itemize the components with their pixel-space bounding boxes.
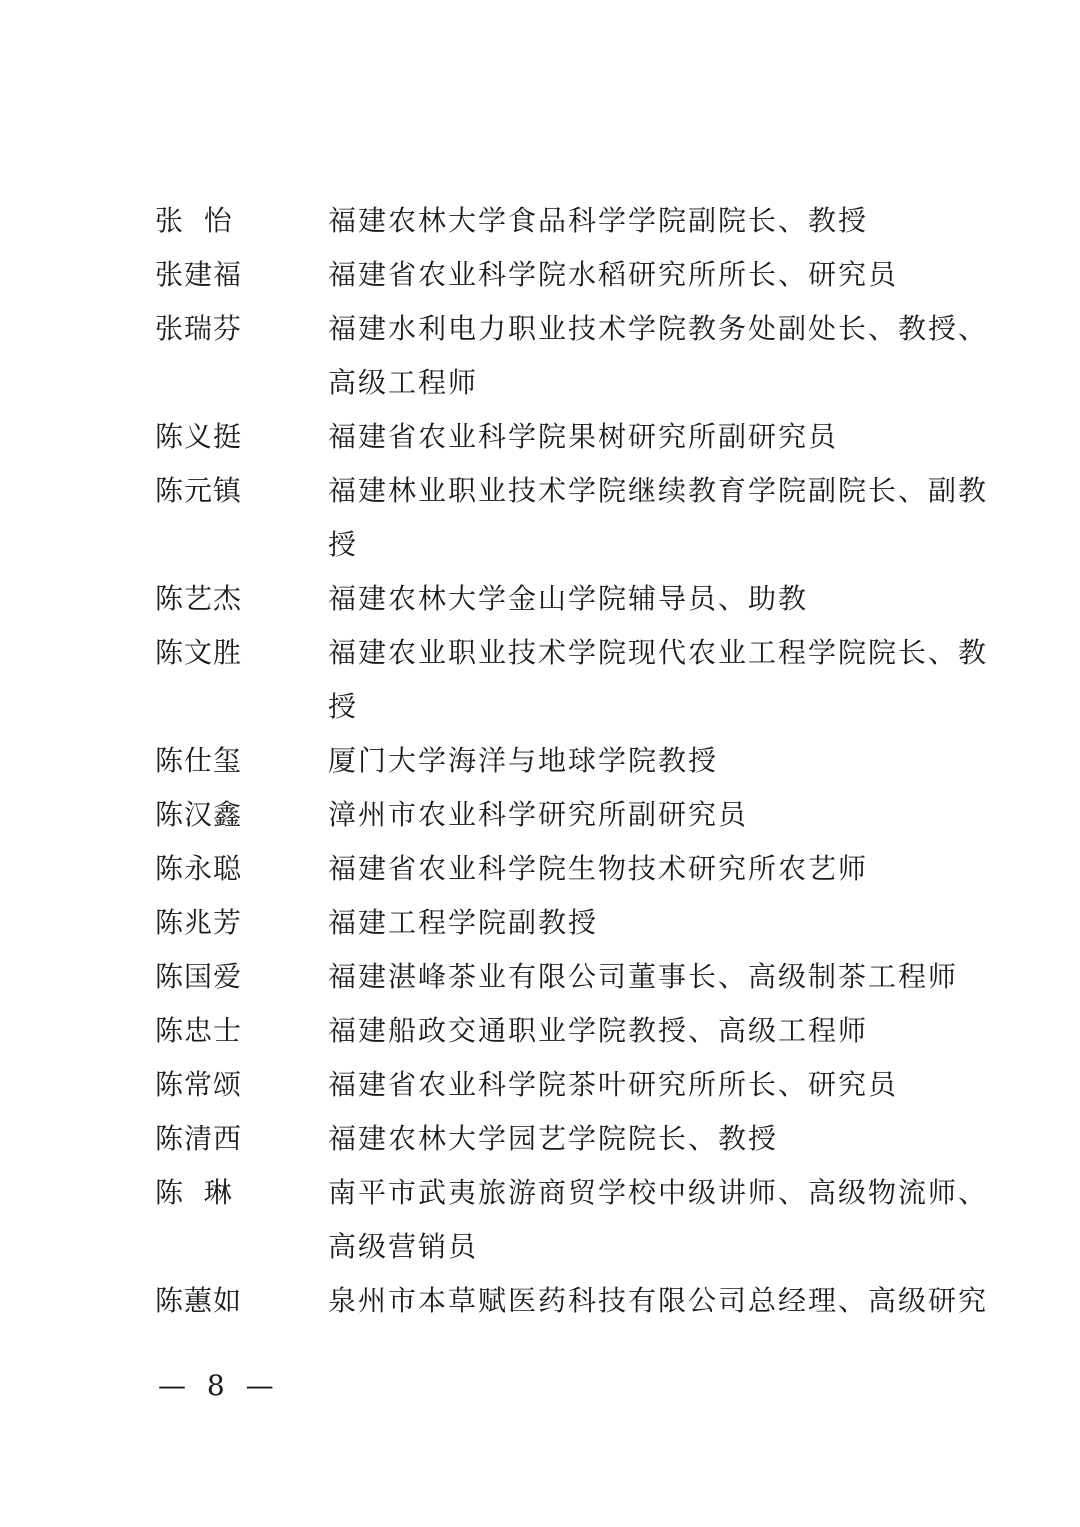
member-affiliation (328, 1274, 1008, 1328)
affiliation-line: 福建农业职业技术学院现代农业工程学院院长、教 (328, 636, 989, 669)
member-name: 陈国爱 (155, 960, 243, 993)
member-affiliation (328, 842, 1008, 896)
affiliation-line: 福建工程学院副教授 (328, 906, 599, 939)
member-affiliation (328, 626, 1008, 734)
affiliation-line: 南平市武夷旅游商贸学校中级讲师、高级物流师、 (328, 1176, 989, 1209)
member-affiliation (328, 788, 1008, 842)
affiliation-line: 福建农林大学金山学院辅导员、助教 (328, 582, 809, 615)
member-affiliation (328, 1112, 1008, 1166)
member-name: 陈忠士 (155, 1014, 243, 1047)
member-name: 陈元镇 (155, 474, 243, 507)
member-name: 陈艺杰 (155, 582, 243, 615)
affiliation-line: 福建省农业科学院茶叶研究所所长、研究员 (328, 1068, 899, 1101)
member-entry (155, 248, 1015, 302)
member-name: 张 怡 (155, 204, 233, 237)
member-name: 陈常颂 (155, 1068, 243, 1101)
member-entry (155, 1274, 1015, 1328)
member-name: 陈永聪 (155, 852, 243, 885)
affiliation-line: 福建船政交通职业学院教授、高级工程师 (328, 1014, 869, 1047)
member-name: 陈仕玺 (155, 744, 243, 777)
affiliation-line: 厦门大学海洋与地球学院教授 (328, 744, 719, 777)
member-name: 陈文胜 (155, 636, 243, 669)
member-affiliation (328, 896, 1008, 950)
member-affiliation (328, 572, 1008, 626)
member-entry (155, 1004, 1015, 1058)
affiliation-line: 漳州市农业科学研究所副研究员 (328, 798, 749, 831)
member-affiliation (328, 1058, 1008, 1112)
member-entry (155, 1166, 1015, 1274)
member-name: 陈清西 (155, 1122, 243, 1155)
affiliation-line: 高级工程师 (328, 366, 479, 399)
member-affiliation (328, 248, 1008, 302)
member-name: 陈 琳 (155, 1176, 233, 1209)
member-entry (155, 302, 1015, 410)
member-name: 陈蕙如 (155, 1284, 243, 1317)
affiliation-line: 福建农林大学园艺学院院长、教授 (328, 1122, 779, 1155)
member-list (155, 194, 1015, 1328)
member-entry (155, 410, 1015, 464)
member-entry (155, 464, 1015, 572)
affiliation-line: 授 (328, 690, 359, 723)
member-entry (155, 734, 1015, 788)
member-entry (155, 194, 1015, 248)
member-entry (155, 1058, 1015, 1112)
affiliation-line: 福建水利电力职业技术学院教务处副处长、教授、 (328, 312, 989, 345)
member-name: 陈汉鑫 (155, 798, 243, 831)
page-number: — 8 — (158, 1369, 280, 1402)
affiliation-line: 福建省农业科学院果树研究所副研究员 (328, 420, 839, 453)
member-name: 张建福 (155, 258, 243, 291)
member-affiliation (328, 734, 1008, 788)
affiliation-line: 泉州市本草赋医药科技有限公司总经理、高级研究 (328, 1284, 989, 1317)
member-affiliation (328, 464, 1008, 572)
member-affiliation (328, 302, 1008, 410)
member-affiliation (328, 1004, 1008, 1058)
member-name: 陈兆芳 (155, 906, 243, 939)
member-entry (155, 626, 1015, 734)
member-entry (155, 1112, 1015, 1166)
member-entry (155, 572, 1015, 626)
member-affiliation (328, 950, 1008, 1004)
affiliation-line: 福建林业职业技术学院继续教育学院副院长、副教 (328, 474, 989, 507)
member-affiliation (328, 194, 1008, 248)
affiliation-line: 福建湛峰茶业有限公司董事长、高级制茶工程师 (328, 960, 959, 993)
affiliation-line: 福建省农业科学院生物技术研究所农艺师 (328, 852, 869, 885)
member-entry (155, 842, 1015, 896)
member-entry (155, 950, 1015, 1004)
affiliation-line: 授 (328, 528, 359, 561)
member-affiliation (328, 1166, 1008, 1274)
affiliation-line: 福建省农业科学院水稻研究所所长、研究员 (328, 258, 899, 291)
affiliation-line: 高级营销员 (328, 1230, 479, 1263)
member-name: 张瑞芬 (155, 312, 243, 345)
member-entry (155, 896, 1015, 950)
member-affiliation (328, 410, 1008, 464)
affiliation-line: 福建农林大学食品科学学院副院长、教授 (328, 204, 869, 237)
member-entry (155, 788, 1015, 842)
member-name: 陈义挺 (155, 420, 243, 453)
